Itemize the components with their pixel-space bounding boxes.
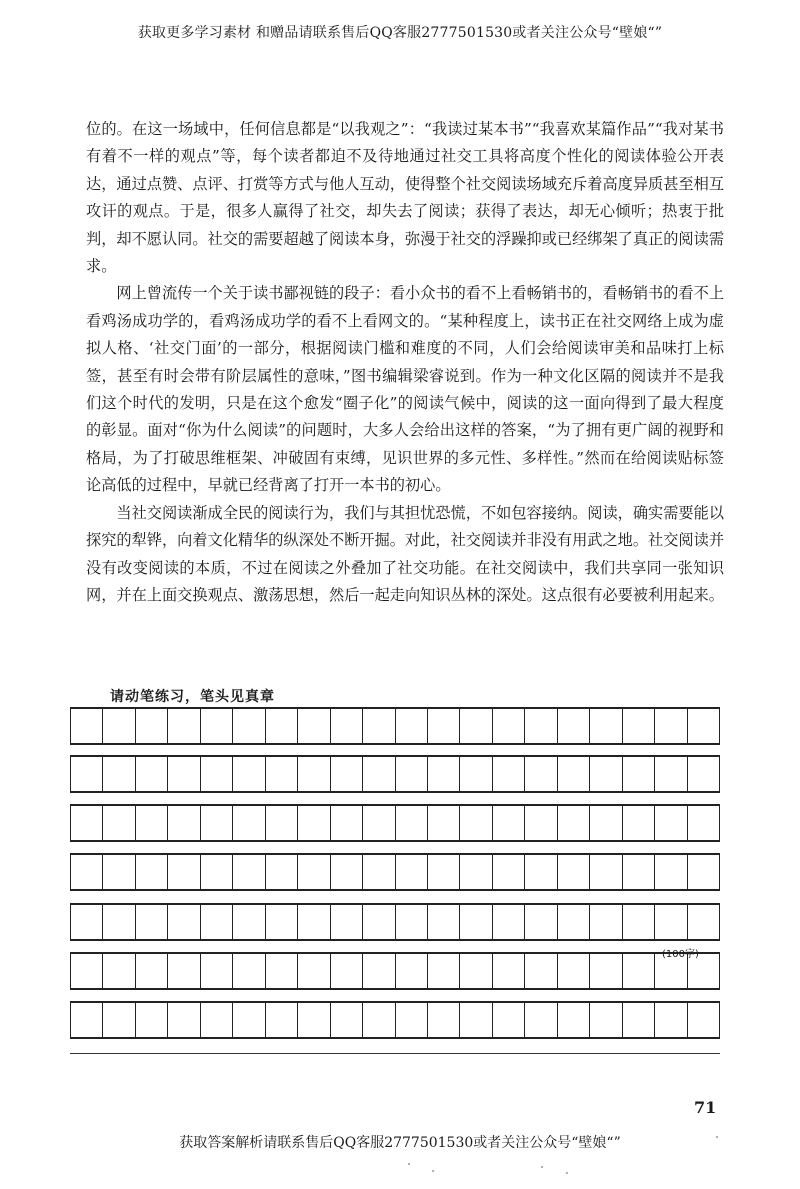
grid-cell[interactable] bbox=[233, 709, 265, 743]
grid-cell[interactable] bbox=[688, 855, 720, 889]
grid-cell[interactable] bbox=[298, 954, 330, 988]
grid-cell[interactable] bbox=[655, 757, 687, 791]
word-count-label: (100字) bbox=[662, 949, 699, 960]
grid-cell[interactable] bbox=[363, 1003, 395, 1037]
grid-cell[interactable] bbox=[655, 905, 687, 939]
grid-cell[interactable] bbox=[655, 855, 687, 889]
scan-noise bbox=[432, 1170, 434, 1172]
paragraph-1: 位的。在这一场域中，任何信息都是“以我观之”：“我读过某本书”“我喜欢某篇作品”“我对某书有着不一样的观点”等，每个读者都迫不及待地通过社交工具将高度个性化的阅读体验公开表达，通过点赞、点评、打赏等方式与他人互动，使得整个社交阅读场域充斥着高度异质甚至相互攻讦的观点。于是，很多人赢得了社交，却失去了阅读；获得了表达，却无心倾听；热衷于批判，却不愿认同。社交的需要超越了阅读本身，弥漫于社交的浮躁抑或已经绑架了真正的阅读需求。 bbox=[86, 120, 724, 276]
grid-cell[interactable] bbox=[558, 709, 590, 743]
grid-row bbox=[70, 1001, 720, 1039]
grid-cell[interactable] bbox=[201, 709, 233, 743]
grid-cell[interactable] bbox=[525, 1003, 557, 1037]
grid-cell[interactable] bbox=[493, 757, 525, 791]
bottom-divider bbox=[70, 1053, 720, 1054]
scan-noise bbox=[541, 1166, 543, 1168]
grid-cell[interactable] bbox=[168, 855, 200, 889]
grid-cell[interactable] bbox=[396, 709, 428, 743]
grid-cell[interactable] bbox=[558, 1003, 590, 1037]
grid-cell[interactable] bbox=[201, 905, 233, 939]
grid-row bbox=[70, 853, 720, 891]
scan-noise bbox=[408, 1163, 410, 1165]
grid-cell[interactable] bbox=[331, 855, 363, 889]
grid-cell[interactable] bbox=[558, 954, 590, 988]
grid-cell[interactable] bbox=[396, 1003, 428, 1037]
grid-cell[interactable] bbox=[525, 954, 557, 988]
grid-cell[interactable] bbox=[71, 954, 103, 988]
grid-cell[interactable] bbox=[590, 757, 622, 791]
grid-cell[interactable] bbox=[103, 757, 135, 791]
grid-cell[interactable] bbox=[428, 954, 460, 988]
grid-cell[interactable] bbox=[233, 757, 265, 791]
page-footer: 获取答案解析请联系售后QQ客服2777501530或者关注公众号“壁娘“” bbox=[179, 1135, 621, 1151]
grid-cell[interactable] bbox=[688, 905, 720, 939]
grid-cell[interactable] bbox=[331, 757, 363, 791]
grid-cell[interactable] bbox=[558, 905, 590, 939]
paragraph-3: 当社交阅读渐成全民的阅读行为，我们与其担忧恐慌，不如包容接纳。阅读，确实需要能以探究的犁铧，向着文化精华的纵深处不断开掘。对此，社交阅读并非没有用武之地。社交阅读并没有改变阅读的本质，不过在阅读之外叠加了社交功能。在社交阅读中，我们共享同一张知识网，并在上面交换观点、激荡思想，然后一起走向知识丛林的深处。这点很有必要被利用起来。 bbox=[86, 503, 724, 604]
grid-cell[interactable] bbox=[623, 806, 655, 840]
grid-cell[interactable] bbox=[558, 855, 590, 889]
grid-cell[interactable] bbox=[168, 757, 200, 791]
grid-cell[interactable] bbox=[331, 1003, 363, 1037]
grid-cell[interactable] bbox=[233, 905, 265, 939]
grid-cell[interactable] bbox=[688, 709, 720, 743]
grid-cell[interactable] bbox=[460, 1003, 492, 1037]
grid-cell[interactable] bbox=[298, 905, 330, 939]
article-body bbox=[86, 116, 724, 609]
grid-cell[interactable] bbox=[266, 905, 298, 939]
grid-cell[interactable] bbox=[71, 709, 103, 743]
grid-cell[interactable] bbox=[396, 757, 428, 791]
grid-cell[interactable] bbox=[266, 855, 298, 889]
grid-cell[interactable] bbox=[460, 905, 492, 939]
grid-cell[interactable] bbox=[493, 806, 525, 840]
grid-cell[interactable] bbox=[428, 1003, 460, 1037]
grid-cell[interactable] bbox=[396, 905, 428, 939]
grid-cell[interactable] bbox=[136, 855, 168, 889]
grid-cell[interactable] bbox=[363, 709, 395, 743]
paragraph-2: 网上曾流传一个关于读书鄙视链的段子：看小众书的看不上看畅销书的，看畅销书的看不上看鸡汤成功学的，看鸡汤成功学的看不上看网文的。“某种程度上，读书正在社交网络上成为虚拟人格、‘社交门面’的一部分，根据阅读门槛和难度的不同，人们会给阅读审美和品味打上标签，甚至有时会带有阶层属性的意味，”图书编辑梁睿说到。作为一种文化区隔的阅读并不是我们这个时代的发明，只是在这个愈发“圈子化”的阅读气候中，阅读的这一面向得到了最大程度的彰显。面对“你为什么阅读”的问题时，大多人会给出这样的答案，“为了拥有更广阔的视野和格局，为了打破思维框架、冲破固有束缚，见识世界的多元性、多样性。”然而在给阅读贴标签论高低的过程中，早就已经背离了打开一本书的初心。 bbox=[86, 284, 724, 495]
grid-cell[interactable] bbox=[688, 806, 720, 840]
scan-noise bbox=[566, 1172, 568, 1174]
grid-cell[interactable] bbox=[493, 905, 525, 939]
grid-cell[interactable] bbox=[460, 757, 492, 791]
grid-cell[interactable] bbox=[103, 855, 135, 889]
grid-cell[interactable] bbox=[331, 806, 363, 840]
grid-cell[interactable] bbox=[623, 709, 655, 743]
grid-row bbox=[70, 804, 720, 842]
grid-cell[interactable] bbox=[103, 709, 135, 743]
grid-cell[interactable] bbox=[493, 709, 525, 743]
grid-cell[interactable] bbox=[363, 954, 395, 988]
grid-cell[interactable] bbox=[201, 855, 233, 889]
grid-cell[interactable] bbox=[623, 855, 655, 889]
grid-cell[interactable] bbox=[266, 757, 298, 791]
grid-cell[interactable] bbox=[493, 954, 525, 988]
grid-cell[interactable] bbox=[71, 905, 103, 939]
grid-cell[interactable] bbox=[298, 1003, 330, 1037]
grid-cell[interactable] bbox=[655, 1003, 687, 1037]
grid-cell[interactable] bbox=[590, 954, 622, 988]
grid-cell[interactable] bbox=[623, 954, 655, 988]
grid-cell[interactable] bbox=[201, 954, 233, 988]
grid-cell[interactable] bbox=[525, 806, 557, 840]
grid-cell[interactable] bbox=[590, 1003, 622, 1037]
grid-cell[interactable] bbox=[266, 1003, 298, 1037]
grid-cell[interactable] bbox=[103, 1003, 135, 1037]
grid-cell[interactable] bbox=[136, 806, 168, 840]
grid-cell[interactable] bbox=[525, 709, 557, 743]
grid-cell[interactable] bbox=[623, 1003, 655, 1037]
grid-row bbox=[70, 903, 720, 941]
grid-cell[interactable] bbox=[396, 954, 428, 988]
grid-row bbox=[70, 755, 720, 793]
grid-cell[interactable] bbox=[168, 709, 200, 743]
grid-cell[interactable] bbox=[103, 905, 135, 939]
grid-cell[interactable] bbox=[655, 806, 687, 840]
grid-cell[interactable] bbox=[493, 1003, 525, 1037]
grid-cell[interactable] bbox=[363, 905, 395, 939]
page-number: 71 bbox=[694, 1098, 717, 1117]
grid-cell[interactable] bbox=[71, 1003, 103, 1037]
grid-cell[interactable] bbox=[168, 1003, 200, 1037]
grid-cell[interactable] bbox=[233, 1003, 265, 1037]
grid-cell[interactable] bbox=[493, 855, 525, 889]
grid-cell[interactable] bbox=[525, 757, 557, 791]
grid-cell[interactable] bbox=[136, 709, 168, 743]
grid-cell[interactable] bbox=[233, 855, 265, 889]
grid-cell[interactable] bbox=[655, 709, 687, 743]
grid-cell[interactable] bbox=[396, 855, 428, 889]
grid-cell[interactable] bbox=[590, 905, 622, 939]
grid-cell[interactable] bbox=[71, 855, 103, 889]
grid-cell[interactable] bbox=[688, 1003, 720, 1037]
grid-cell[interactable] bbox=[363, 855, 395, 889]
grid-cell[interactable] bbox=[688, 757, 720, 791]
page-header: 获取更多学习素材 和赠品请联系售后QQ客服2777501530或者关注公众号“壁娘“” bbox=[137, 25, 663, 41]
grid-cell[interactable] bbox=[428, 709, 460, 743]
grid-cell[interactable] bbox=[428, 806, 460, 840]
grid-cell[interactable] bbox=[233, 806, 265, 840]
grid-cell[interactable] bbox=[590, 855, 622, 889]
grid-cell[interactable] bbox=[460, 954, 492, 988]
grid-cell[interactable] bbox=[460, 855, 492, 889]
grid-row bbox=[70, 952, 720, 990]
grid-cell[interactable] bbox=[623, 757, 655, 791]
grid-cell[interactable] bbox=[590, 709, 622, 743]
grid-cell[interactable] bbox=[136, 1003, 168, 1037]
grid-cell[interactable] bbox=[201, 806, 233, 840]
grid-cell[interactable] bbox=[428, 757, 460, 791]
grid-cell[interactable] bbox=[168, 905, 200, 939]
grid-cell[interactable] bbox=[590, 806, 622, 840]
grid-cell[interactable] bbox=[266, 806, 298, 840]
grid-cell[interactable] bbox=[396, 806, 428, 840]
grid-cell[interactable] bbox=[103, 954, 135, 988]
grid-cell[interactable] bbox=[331, 954, 363, 988]
grid-cell[interactable] bbox=[363, 757, 395, 791]
grid-cell[interactable] bbox=[298, 709, 330, 743]
grid-cell[interactable] bbox=[201, 1003, 233, 1037]
grid-cell[interactable] bbox=[428, 905, 460, 939]
grid-cell[interactable] bbox=[623, 905, 655, 939]
grid-cell[interactable] bbox=[266, 709, 298, 743]
grid-row bbox=[70, 707, 720, 745]
grid-cell[interactable] bbox=[136, 757, 168, 791]
grid-cell[interactable] bbox=[136, 905, 168, 939]
scan-noise bbox=[716, 1136, 718, 1138]
grid-cell[interactable] bbox=[525, 905, 557, 939]
grid-cell[interactable] bbox=[298, 806, 330, 840]
grid-cell[interactable] bbox=[168, 806, 200, 840]
grid-cell[interactable] bbox=[233, 954, 265, 988]
grid-cell[interactable] bbox=[298, 855, 330, 889]
practice-label: 请动笔练习，笔头见真章 bbox=[110, 689, 275, 705]
grid-cell[interactable] bbox=[460, 806, 492, 840]
grid-cell[interactable] bbox=[168, 954, 200, 988]
grid-cell[interactable] bbox=[266, 954, 298, 988]
grid-cell[interactable] bbox=[558, 757, 590, 791]
grid-cell[interactable] bbox=[136, 954, 168, 988]
grid-cell[interactable] bbox=[525, 855, 557, 889]
grid-cell[interactable] bbox=[558, 806, 590, 840]
grid-cell[interactable] bbox=[201, 757, 233, 791]
grid-cell[interactable] bbox=[71, 757, 103, 791]
grid-cell[interactable] bbox=[331, 709, 363, 743]
grid-cell[interactable] bbox=[428, 855, 460, 889]
grid-cell[interactable] bbox=[460, 709, 492, 743]
grid-cell[interactable] bbox=[103, 806, 135, 840]
grid-cell[interactable] bbox=[331, 905, 363, 939]
grid-cell[interactable] bbox=[71, 806, 103, 840]
grid-cell[interactable] bbox=[363, 806, 395, 840]
grid-cell[interactable] bbox=[298, 757, 330, 791]
